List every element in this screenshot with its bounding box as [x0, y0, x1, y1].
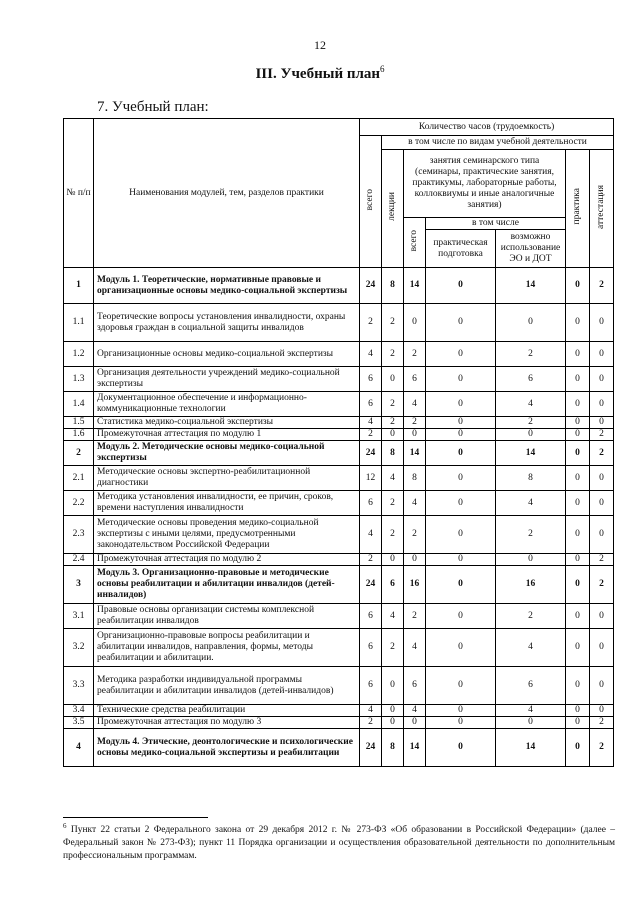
cell-lectures: 2 — [382, 342, 404, 367]
cell-lectures: 0 — [382, 705, 404, 717]
cell-practice: 0 — [566, 729, 590, 767]
cell-num: 1.4 — [64, 392, 94, 417]
cell-lectures: 0 — [382, 717, 404, 729]
cell-num: 2.2 — [64, 491, 94, 516]
cell-att: 0 — [590, 667, 614, 705]
cell-pp: 0 — [426, 604, 496, 629]
cell-total: 6 — [360, 629, 382, 667]
cell-num: 4 — [64, 729, 94, 767]
header-eo-dot: возможно использование ЭО и ДОТ — [496, 230, 566, 268]
cell-pp: 0 — [426, 554, 496, 566]
cell-total: 24 — [360, 566, 382, 604]
cell-num: 3 — [64, 566, 94, 604]
table-row — [64, 629, 614, 667]
cell-practice: 0 — [566, 367, 590, 392]
cell-att: 0 — [590, 466, 614, 491]
cell-lectures: 0 — [382, 554, 404, 566]
cell-total: 2 — [360, 554, 382, 566]
header-including: в том числе — [426, 218, 566, 230]
cell-num: 2 — [64, 441, 94, 466]
cell-pp: 0 — [426, 629, 496, 667]
header-name: Наименования модулей, тем, разделов практики — [94, 119, 360, 268]
cell-att: 2 — [590, 729, 614, 767]
cell-pp: 0 — [426, 392, 496, 417]
cell-num: 3.1 — [64, 604, 94, 629]
cell-sem: 6 — [404, 367, 426, 392]
table-row — [64, 705, 614, 717]
cell-eo: 0 — [496, 554, 566, 566]
cell-name: Организация деятельности учреждений медико-социальной экспертизы — [94, 367, 360, 392]
cell-eo: 4 — [496, 705, 566, 717]
table-row — [64, 516, 614, 554]
cell-num: 1 — [64, 268, 94, 304]
cell-eo: 14 — [496, 268, 566, 304]
cell-att: 0 — [590, 304, 614, 342]
cell-num: 1.1 — [64, 304, 94, 342]
table-row — [64, 304, 614, 342]
table-row — [64, 268, 614, 304]
cell-total: 12 — [360, 466, 382, 491]
cell-sem: 0 — [404, 717, 426, 729]
cell-total: 6 — [360, 392, 382, 417]
cell-total: 4 — [360, 342, 382, 367]
cell-practice: 0 — [566, 342, 590, 367]
table-row — [64, 417, 614, 429]
cell-lectures: 8 — [382, 729, 404, 767]
cell-att: 0 — [590, 392, 614, 417]
cell-num: 3.4 — [64, 705, 94, 717]
cell-name: Методические основы экспертно-реабилитационной диагностики — [94, 466, 360, 491]
table-row — [64, 729, 614, 767]
cell-lectures: 0 — [382, 667, 404, 705]
footnote-ref: 6 — [380, 64, 385, 74]
cell-eo: 0 — [496, 429, 566, 441]
table-row — [64, 392, 614, 417]
cell-sem: 0 — [404, 554, 426, 566]
cell-practice: 0 — [566, 268, 590, 304]
cell-total: 4 — [360, 705, 382, 717]
header-num: № п/п — [64, 119, 94, 268]
cell-num: 1.5 — [64, 417, 94, 429]
cell-pp: 0 — [426, 717, 496, 729]
cell-sem: 2 — [404, 516, 426, 554]
cell-pp: 0 — [426, 516, 496, 554]
cell-practice: 0 — [566, 441, 590, 466]
cell-total: 2 — [360, 429, 382, 441]
cell-eo: 4 — [496, 392, 566, 417]
cell-practice: 0 — [566, 304, 590, 342]
cell-lectures: 2 — [382, 392, 404, 417]
cell-name: Методика разработки индивидуальной программы реабилитации и абилитации инвалидов (детей-инвалидов) — [94, 667, 360, 705]
footnote-divider — [63, 817, 208, 818]
cell-name: Модуль 3. Организационно-правовые и методические основы реабилитации и абилитации инвалидов (детей-инвалидов) — [94, 566, 360, 604]
cell-name: Модуль 4. Этические, деонтологические и психологические основы медико-социальной экспертизы и реабилитации — [94, 729, 360, 767]
cell-eo: 16 — [496, 566, 566, 604]
cell-att: 0 — [590, 705, 614, 717]
cell-sem: 4 — [404, 629, 426, 667]
cell-sem: 2 — [404, 342, 426, 367]
cell-lectures: 8 — [382, 441, 404, 466]
header-total — [360, 136, 382, 268]
cell-pp: 0 — [426, 729, 496, 767]
cell-sem: 2 — [404, 417, 426, 429]
cell-att: 2 — [590, 268, 614, 304]
cell-lectures: 0 — [382, 367, 404, 392]
cell-sem: 4 — [404, 392, 426, 417]
header-lectures-label: лекции — [387, 192, 397, 221]
cell-name: Документационное обеспечение и информационно-коммуникационные технологии — [94, 392, 360, 417]
table-row — [64, 717, 614, 729]
cell-lectures: 8 — [382, 268, 404, 304]
cell-lectures: 2 — [382, 491, 404, 516]
cell-name: Статистика медико-социальной экспертизы — [94, 417, 360, 429]
cell-eo: 2 — [496, 342, 566, 367]
cell-lectures: 2 — [382, 516, 404, 554]
cell-sem: 14 — [404, 729, 426, 767]
footnote-mark: 6 — [63, 821, 67, 830]
cell-practice: 0 — [566, 705, 590, 717]
cell-practice: 0 — [566, 466, 590, 491]
cell-practice: 0 — [566, 566, 590, 604]
cell-total: 2 — [360, 304, 382, 342]
cell-total: 4 — [360, 516, 382, 554]
cell-num: 1.3 — [64, 367, 94, 392]
cell-att: 2 — [590, 441, 614, 466]
cell-eo: 14 — [496, 729, 566, 767]
cell-sem: 0 — [404, 429, 426, 441]
cell-sem: 14 — [404, 268, 426, 304]
cell-total: 24 — [360, 729, 382, 767]
cell-practice: 0 — [566, 604, 590, 629]
cell-eo: 2 — [496, 516, 566, 554]
cell-lectures: 2 — [382, 304, 404, 342]
table-row — [64, 367, 614, 392]
cell-practice: 0 — [566, 392, 590, 417]
cell-lectures: 4 — [382, 604, 404, 629]
cell-pp: 0 — [426, 417, 496, 429]
cell-att: 0 — [590, 629, 614, 667]
cell-lectures: 2 — [382, 417, 404, 429]
footnote — [63, 821, 615, 863]
header-lectures — [382, 150, 404, 268]
cell-total: 4 — [360, 417, 382, 429]
cell-att: 2 — [590, 554, 614, 566]
header-seminar-total-label: всего — [409, 229, 419, 252]
table-row — [64, 441, 614, 466]
cell-name: Теоретические вопросы установления инвалидности, охраны здоровья граждан в социальной защиты инвалидов — [94, 304, 360, 342]
cell-name: Промежуточная аттестация по модулю 3 — [94, 717, 360, 729]
cell-sem: 0 — [404, 304, 426, 342]
table-body — [64, 268, 614, 767]
cell-pp: 0 — [426, 566, 496, 604]
table-row — [64, 554, 614, 566]
cell-eo: 4 — [496, 491, 566, 516]
cell-sem: 4 — [404, 705, 426, 717]
table-caption: 7. Учебный план: — [97, 99, 209, 115]
cell-sem: 8 — [404, 466, 426, 491]
cell-total: 6 — [360, 667, 382, 705]
cell-name: Модуль 1. Теоретические, нормативные правовые и организационные основы медико-социальной экспертизы — [94, 268, 360, 304]
cell-lectures: 4 — [382, 466, 404, 491]
cell-name: Организационно-правовые вопросы реабилитации и абилитации инвалидов, направления, формы, методы реабилитации и абилитации. — [94, 629, 360, 667]
cell-num: 3.2 — [64, 629, 94, 667]
section-title — [0, 66, 640, 83]
cell-att: 0 — [590, 491, 614, 516]
cell-practice: 0 — [566, 554, 590, 566]
table-row — [64, 342, 614, 367]
cell-name: Организационные основы медико-социальной экспертизы — [94, 342, 360, 367]
cell-practice: 0 — [566, 429, 590, 441]
header-practical-training: практическая подготовка — [426, 230, 496, 268]
cell-num: 2.1 — [64, 466, 94, 491]
header-by-type: в том числе по видам учебной деятельности — [382, 136, 614, 150]
cell-lectures: 0 — [382, 429, 404, 441]
cell-practice: 0 — [566, 491, 590, 516]
cell-practice: 0 — [566, 516, 590, 554]
table-row — [64, 667, 614, 705]
cell-practice: 0 — [566, 629, 590, 667]
cell-eo: 8 — [496, 466, 566, 491]
cell-pp: 0 — [426, 491, 496, 516]
cell-pp: 0 — [426, 441, 496, 466]
cell-pp: 0 — [426, 429, 496, 441]
cell-name: Промежуточная аттестация по модулю 1 — [94, 429, 360, 441]
cell-num: 2.3 — [64, 516, 94, 554]
cell-pp: 0 — [426, 304, 496, 342]
cell-sem: 6 — [404, 667, 426, 705]
cell-total: 6 — [360, 367, 382, 392]
cell-sem: 16 — [404, 566, 426, 604]
cell-pp: 0 — [426, 367, 496, 392]
cell-total: 6 — [360, 491, 382, 516]
cell-total: 6 — [360, 604, 382, 629]
cell-sem: 2 — [404, 604, 426, 629]
cell-sem: 14 — [404, 441, 426, 466]
cell-lectures: 2 — [382, 629, 404, 667]
cell-name: Технические средства реабилитации — [94, 705, 360, 717]
header-attestation-label: аттестация — [596, 184, 607, 229]
table-row — [64, 604, 614, 629]
header-hours: Количество часов (трудоемкость) — [360, 119, 614, 136]
cell-practice: 0 — [566, 667, 590, 705]
cell-name: Промежуточная аттестация по модулю 2 — [94, 554, 360, 566]
cell-total: 24 — [360, 268, 382, 304]
table-row — [64, 491, 614, 516]
cell-pp: 0 — [426, 342, 496, 367]
cell-total: 24 — [360, 441, 382, 466]
page-number: 12 — [314, 38, 326, 52]
cell-eo: 0 — [496, 304, 566, 342]
cell-num: 2.4 — [64, 554, 94, 566]
cell-att: 0 — [590, 516, 614, 554]
cell-eo: 6 — [496, 367, 566, 392]
cell-eo: 2 — [496, 417, 566, 429]
header-practice-label: практика — [572, 188, 582, 225]
cell-att: 0 — [590, 417, 614, 429]
cell-name: Правовые основы организации системы комплексной реабилитации инвалидов — [94, 604, 360, 629]
cell-eo: 4 — [496, 629, 566, 667]
cell-pp: 0 — [426, 667, 496, 705]
cell-att: 2 — [590, 429, 614, 441]
cell-num: 3.5 — [64, 717, 94, 729]
cell-eo: 14 — [496, 441, 566, 466]
table-row — [64, 429, 614, 441]
cell-pp: 0 — [426, 268, 496, 304]
cell-att: 0 — [590, 342, 614, 367]
header-seminar: занятия семинарского типа (семинары, практические занятия, практикумы, лабораторные работы, коллоквиумы и иные аналогичные занятия) — [404, 150, 566, 218]
cell-name: Методические основы проведения медико-социальной экспертизы с иными целями, предусмотренными законодательством Российской Федерации — [94, 516, 360, 554]
cell-sem: 4 — [404, 491, 426, 516]
cell-att: 0 — [590, 604, 614, 629]
cell-eo: 0 — [496, 717, 566, 729]
cell-att: 0 — [590, 367, 614, 392]
header-total-label: всего — [365, 188, 375, 211]
header-practice — [566, 150, 590, 268]
table-row — [64, 466, 614, 491]
cell-name: Модуль 2. Методические основы медико-социальной экспертизы — [94, 441, 360, 466]
cell-practice: 0 — [566, 417, 590, 429]
cell-num: 3.3 — [64, 667, 94, 705]
cell-att: 2 — [590, 717, 614, 729]
cell-practice: 0 — [566, 717, 590, 729]
cell-eo: 6 — [496, 667, 566, 705]
cell-pp: 0 — [426, 705, 496, 717]
footnote-text: Пункт 22 статьи 2 Федерального закона от 29 декабря 2012 г. № 273-ФЗ «Об образовании в Российской Федерации» (далее – Федеральный закон № 273-ФЗ); пункт 11 Порядка организации и осуществления образовательной деятельности по дополнительным профессиональным программам. — [63, 825, 615, 861]
cell-eo: 2 — [496, 604, 566, 629]
cell-num: 1.6 — [64, 429, 94, 441]
header-seminar-total — [404, 218, 426, 268]
cell-total: 2 — [360, 717, 382, 729]
cell-pp: 0 — [426, 466, 496, 491]
header-attestation — [590, 150, 614, 268]
cell-lectures: 6 — [382, 566, 404, 604]
curriculum-table — [63, 118, 614, 767]
table-row — [64, 566, 614, 604]
cell-num: 1.2 — [64, 342, 94, 367]
section-title-text: III. Учебный план — [255, 66, 381, 82]
cell-att: 2 — [590, 566, 614, 604]
cell-name: Методика установления инвалидности, ее причин, сроков, времени наступления инвалидности — [94, 491, 360, 516]
